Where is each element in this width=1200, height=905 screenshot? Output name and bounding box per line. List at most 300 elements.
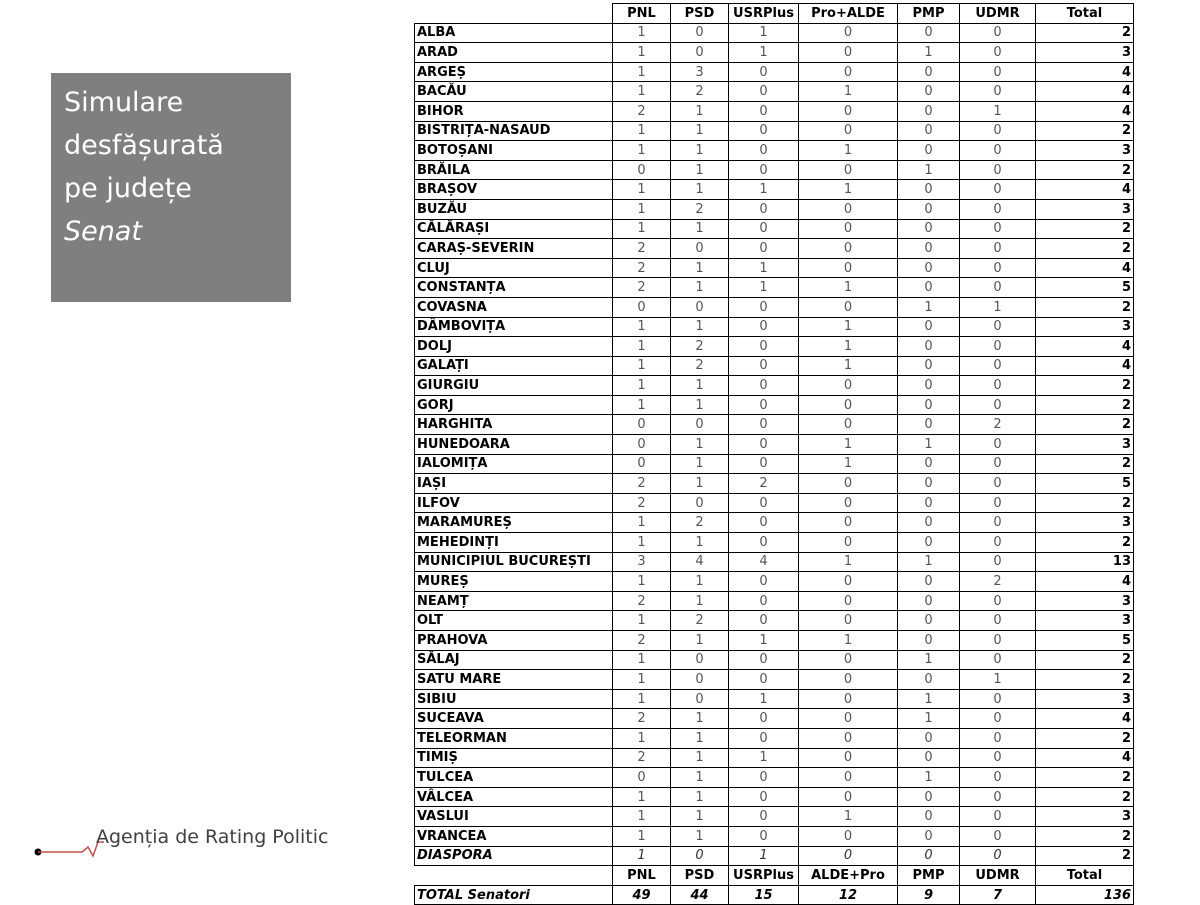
seat-count-cell: 0	[729, 82, 799, 102]
seat-count-cell: 0	[671, 43, 729, 63]
seat-count-cell: 0	[799, 513, 898, 533]
seat-count-cell: 0	[960, 395, 1036, 415]
seat-count-cell: 0	[898, 533, 960, 553]
summary-value-cell: 49	[613, 885, 671, 905]
seat-count-cell: 0	[960, 199, 1036, 219]
seat-count-cell: 0	[960, 826, 1036, 846]
table-row	[415, 297, 1134, 317]
seat-count-cell: 0	[729, 317, 799, 337]
seat-count-cell: 0	[729, 787, 799, 807]
row-total-cell: 5	[1036, 631, 1134, 651]
county-name-cell: TULCEA	[415, 768, 613, 788]
row-total-cell: 2	[1036, 826, 1134, 846]
table-row	[415, 454, 1134, 474]
seat-count-cell: 0	[898, 141, 960, 161]
seat-count-cell: 2	[613, 748, 671, 768]
seat-count-cell: 1	[613, 807, 671, 827]
seat-count-cell: 0	[671, 415, 729, 435]
seat-count-cell: 1	[613, 376, 671, 396]
row-total-cell: 4	[1036, 82, 1134, 102]
seat-count-cell: 0	[898, 807, 960, 827]
seat-count-cell: 1	[799, 180, 898, 200]
seat-count-cell: 0	[671, 493, 729, 513]
county-name-cell: GORJ	[415, 395, 613, 415]
seat-count-cell: 1	[898, 650, 960, 670]
table-row	[415, 846, 1134, 866]
seat-count-cell: 0	[960, 513, 1036, 533]
county-name-cell: VÂLCEA	[415, 787, 613, 807]
seat-count-cell: 0	[613, 297, 671, 317]
county-name-cell: BACĂU	[415, 82, 613, 102]
seat-count-cell: 1	[671, 219, 729, 239]
column-header: PNL	[613, 4, 671, 24]
column-header: USRPlus	[729, 4, 799, 24]
summary-value-cell: 15	[729, 885, 799, 905]
county-name-cell: DIASPORA	[415, 846, 613, 866]
seat-count-cell: 0	[613, 160, 671, 180]
seat-count-cell: 0	[960, 768, 1036, 788]
seat-count-cell: 1	[898, 552, 960, 572]
table-row	[415, 415, 1134, 435]
seat-count-cell: 0	[960, 474, 1036, 494]
table-row	[415, 62, 1134, 82]
column-header: Pro+ALDE	[799, 4, 898, 24]
seat-count-cell: 2	[960, 572, 1036, 592]
seat-count-cell: 0	[729, 533, 799, 553]
seat-count-cell: 0	[960, 650, 1036, 670]
seat-count-cell: 0	[960, 82, 1036, 102]
seat-count-cell: 0	[613, 454, 671, 474]
title-box	[51, 73, 291, 302]
seat-count-cell: 0	[729, 337, 799, 357]
table-row	[415, 101, 1134, 121]
seat-count-cell: 0	[960, 180, 1036, 200]
county-name-cell: PRAHOVA	[415, 631, 613, 651]
seat-count-cell: 0	[898, 787, 960, 807]
seat-count-cell: 0	[729, 728, 799, 748]
seat-count-cell: 1	[799, 454, 898, 474]
seat-count-cell: 0	[729, 493, 799, 513]
row-total-cell: 2	[1036, 787, 1134, 807]
column-header: Total	[1036, 866, 1134, 886]
county-name-cell: TIMIȘ	[415, 748, 613, 768]
seat-count-cell: 2	[671, 513, 729, 533]
seat-count-cell: 1	[613, 62, 671, 82]
seat-count-cell: 1	[729, 689, 799, 709]
table-row	[415, 533, 1134, 553]
table-row	[415, 807, 1134, 827]
seat-count-cell: 0	[960, 435, 1036, 455]
seat-count-cell: 2	[613, 239, 671, 259]
county-name-cell: MEHEDINȚI	[415, 533, 613, 553]
seat-count-cell: 0	[671, 670, 729, 690]
table-row	[415, 435, 1134, 455]
county-name-cell: ALBA	[415, 23, 613, 43]
row-total-cell: 3	[1036, 611, 1134, 631]
seat-count-cell: 0	[898, 611, 960, 631]
row-total-cell: 3	[1036, 591, 1134, 611]
seat-count-cell: 0	[729, 199, 799, 219]
row-total-cell: 2	[1036, 533, 1134, 553]
seat-count-cell: 1	[898, 43, 960, 63]
column-header: PSD	[671, 866, 729, 886]
seat-count-cell: 0	[799, 376, 898, 396]
county-name-cell: CONSTANȚA	[415, 278, 613, 298]
summary-value-cell: 44	[671, 885, 729, 905]
seat-count-cell: 0	[960, 493, 1036, 513]
county-name-cell: HUNEDOARA	[415, 435, 613, 455]
seat-count-cell: 1	[960, 670, 1036, 690]
summary-total-cell: 136	[1036, 885, 1134, 905]
seat-count-cell: 1	[671, 278, 729, 298]
seat-count-cell: 0	[898, 748, 960, 768]
row-total-cell: 2	[1036, 493, 1134, 513]
seat-count-cell: 0	[960, 219, 1036, 239]
seat-count-cell: 0	[799, 572, 898, 592]
summary-row	[415, 885, 1134, 905]
county-name-cell: NEAMȚ	[415, 591, 613, 611]
table-row	[415, 239, 1134, 259]
row-total-cell: 2	[1036, 650, 1134, 670]
seat-count-cell: 1	[898, 160, 960, 180]
seat-count-cell: 1	[671, 435, 729, 455]
seat-count-cell: 0	[898, 258, 960, 278]
seat-count-cell: 0	[898, 826, 960, 846]
seat-count-cell: 0	[799, 493, 898, 513]
seat-count-cell: 2	[613, 474, 671, 494]
row-total-cell: 2	[1036, 728, 1134, 748]
seat-count-cell: 1	[671, 317, 729, 337]
seat-count-cell: 0	[729, 807, 799, 827]
seat-count-cell: 0	[671, 650, 729, 670]
seat-count-cell: 2	[613, 493, 671, 513]
seat-count-cell: 0	[960, 376, 1036, 396]
seat-count-cell: 0	[671, 846, 729, 866]
seat-count-cell: 2	[729, 474, 799, 494]
seat-count-cell: 0	[898, 180, 960, 200]
seat-count-cell: 0	[898, 121, 960, 141]
row-total-cell: 13	[1036, 552, 1134, 572]
column-header: Total	[1036, 4, 1134, 24]
column-header: UDMR	[960, 4, 1036, 24]
header-blank-cell	[415, 866, 613, 886]
seat-count-cell: 0	[960, 43, 1036, 63]
table-row	[415, 278, 1134, 298]
county-name-cell: ILFOV	[415, 493, 613, 513]
seat-count-cell: 0	[898, 395, 960, 415]
seat-count-cell: 2	[613, 101, 671, 121]
county-name-cell: GIURGIU	[415, 376, 613, 396]
seat-count-cell: 1	[799, 317, 898, 337]
seat-count-cell: 0	[799, 689, 898, 709]
county-name-cell: BOTOȘANI	[415, 141, 613, 161]
seat-count-cell: 1	[613, 572, 671, 592]
seat-count-cell: 0	[960, 121, 1036, 141]
seat-count-cell: 0	[729, 101, 799, 121]
seat-count-cell: 1	[799, 337, 898, 357]
seat-count-cell: 0	[960, 591, 1036, 611]
county-name-cell: SIBIU	[415, 689, 613, 709]
seat-count-cell: 1	[729, 180, 799, 200]
seat-count-cell: 0	[898, 670, 960, 690]
seat-count-cell: 1	[613, 533, 671, 553]
seat-count-cell: 0	[960, 454, 1036, 474]
seat-count-cell: 0	[799, 121, 898, 141]
title-line-2: desfășurată	[64, 130, 224, 161]
seat-count-cell: 1	[671, 748, 729, 768]
seat-count-cell: 3	[613, 552, 671, 572]
seat-count-cell: 0	[960, 356, 1036, 376]
seat-count-cell: 0	[729, 356, 799, 376]
seat-count-cell: 1	[898, 435, 960, 455]
row-total-cell: 2	[1036, 846, 1134, 866]
seat-count-cell: 0	[898, 591, 960, 611]
county-name-cell: CARAȘ-SEVERIN	[415, 239, 613, 259]
seat-count-cell: 0	[898, 82, 960, 102]
row-total-cell: 4	[1036, 180, 1134, 200]
seat-count-cell: 1	[613, 219, 671, 239]
seat-count-cell: 0	[898, 376, 960, 396]
county-name-cell: MARAMUREȘ	[415, 513, 613, 533]
header-blank-cell	[415, 4, 613, 24]
seat-count-cell: 0	[613, 415, 671, 435]
seat-count-cell: 1	[729, 43, 799, 63]
seat-count-cell: 0	[799, 160, 898, 180]
seat-count-cell: 1	[613, 513, 671, 533]
seat-count-cell: 0	[799, 768, 898, 788]
table-row	[415, 199, 1134, 219]
seat-count-cell: 0	[799, 533, 898, 553]
seat-count-cell: 0	[960, 709, 1036, 729]
summary-value-cell: 12	[799, 885, 898, 905]
seat-count-cell: 0	[960, 278, 1036, 298]
table-row	[415, 748, 1134, 768]
row-total-cell: 2	[1036, 23, 1134, 43]
row-total-cell: 3	[1036, 141, 1134, 161]
row-total-cell: 2	[1036, 219, 1134, 239]
table-row	[415, 474, 1134, 494]
seat-count-cell: 1	[613, 787, 671, 807]
row-total-cell: 2	[1036, 239, 1134, 259]
seat-count-cell: 1	[799, 807, 898, 827]
seat-count-cell: 4	[729, 552, 799, 572]
seat-count-cell: 0	[898, 62, 960, 82]
table-row	[415, 258, 1134, 278]
seat-count-cell: 0	[898, 415, 960, 435]
seat-count-cell: 0	[898, 728, 960, 748]
table-row	[415, 670, 1134, 690]
county-name-cell: VRANCEA	[415, 826, 613, 846]
seat-count-cell: 1	[671, 787, 729, 807]
row-total-cell: 2	[1036, 395, 1134, 415]
seat-count-cell: 0	[613, 768, 671, 788]
seat-count-cell: 1	[671, 101, 729, 121]
seat-count-cell: 1	[671, 141, 729, 161]
seat-count-cell: 1	[898, 689, 960, 709]
logo	[30, 822, 350, 862]
seat-count-cell: 0	[960, 23, 1036, 43]
seat-count-cell: 0	[799, 728, 898, 748]
seat-count-cell: 2	[613, 709, 671, 729]
row-total-cell: 4	[1036, 62, 1134, 82]
county-name-cell: SUCEAVA	[415, 709, 613, 729]
seat-count-cell: 1	[613, 611, 671, 631]
seat-count-cell: 0	[671, 689, 729, 709]
seat-count-cell: 1	[613, 141, 671, 161]
county-name-cell: IALOMIȚA	[415, 454, 613, 474]
table-row	[415, 82, 1134, 102]
seat-count-cell: 1	[729, 258, 799, 278]
table-row	[415, 631, 1134, 651]
seat-count-cell: 0	[671, 297, 729, 317]
county-name-cell: CĂLĂRAȘI	[415, 219, 613, 239]
column-header: UDMR	[960, 866, 1036, 886]
seat-count-cell: 1	[613, 82, 671, 102]
seat-count-cell: 0	[799, 101, 898, 121]
seat-count-cell: 1	[613, 846, 671, 866]
seat-count-cell: 1	[671, 826, 729, 846]
seat-count-cell: 2	[613, 278, 671, 298]
table-row	[415, 43, 1134, 63]
seat-count-cell: 2	[960, 415, 1036, 435]
seat-count-cell: 0	[898, 337, 960, 357]
seat-count-cell: 0	[729, 376, 799, 396]
title-line-4: Senat	[64, 216, 142, 247]
seat-count-cell: 1	[671, 533, 729, 553]
seat-count-cell: 3	[671, 62, 729, 82]
seat-count-cell: 0	[729, 239, 799, 259]
seat-count-cell: 0	[898, 317, 960, 337]
seat-count-cell: 0	[729, 141, 799, 161]
seat-count-cell: 0	[729, 572, 799, 592]
seat-count-cell: 0	[729, 121, 799, 141]
table-row	[415, 180, 1134, 200]
seat-count-cell: 1	[613, 317, 671, 337]
table-row	[415, 768, 1134, 788]
seat-count-cell: 0	[898, 239, 960, 259]
seat-count-cell: 0	[960, 141, 1036, 161]
seat-count-cell: 1	[729, 846, 799, 866]
seat-count-cell: 1	[729, 23, 799, 43]
seat-count-cell: 0	[799, 826, 898, 846]
seat-count-cell: 1	[898, 768, 960, 788]
row-total-cell: 2	[1036, 121, 1134, 141]
seat-count-cell: 0	[729, 297, 799, 317]
seat-count-cell: 0	[799, 43, 898, 63]
seat-count-cell: 0	[799, 709, 898, 729]
seat-count-cell: 0	[898, 23, 960, 43]
seat-count-cell: 1	[799, 356, 898, 376]
county-name-cell: ARGEȘ	[415, 62, 613, 82]
county-name-cell: HARGHITA	[415, 415, 613, 435]
seat-count-cell: 1	[613, 395, 671, 415]
seat-count-cell: 0	[960, 748, 1036, 768]
table-row	[415, 709, 1134, 729]
seat-count-cell: 1	[671, 709, 729, 729]
seat-count-cell: 1	[613, 670, 671, 690]
seat-count-cell: 1	[613, 650, 671, 670]
seat-count-cell: 0	[898, 278, 960, 298]
seat-count-cell: 0	[898, 572, 960, 592]
seat-count-cell: 1	[671, 258, 729, 278]
seat-count-cell: 0	[960, 631, 1036, 651]
county-name-cell: BRĂILA	[415, 160, 613, 180]
seat-count-cell: 0	[960, 239, 1036, 259]
seat-count-cell: 1	[613, 121, 671, 141]
county-name-cell: ARAD	[415, 43, 613, 63]
seat-count-cell: 1	[613, 337, 671, 357]
seat-count-cell: 0	[729, 219, 799, 239]
seat-count-cell: 1	[671, 572, 729, 592]
table-row	[415, 689, 1134, 709]
seat-count-cell: 0	[729, 709, 799, 729]
seat-count-cell: 0	[799, 650, 898, 670]
seat-count-cell: 4	[671, 552, 729, 572]
row-total-cell: 3	[1036, 807, 1134, 827]
seat-count-cell: 2	[671, 199, 729, 219]
seat-count-cell: 1	[729, 631, 799, 651]
seat-count-cell: 0	[898, 474, 960, 494]
column-header: USRPlus	[729, 866, 799, 886]
table-row	[415, 121, 1134, 141]
seat-count-cell: 0	[898, 219, 960, 239]
row-total-cell: 3	[1036, 43, 1134, 63]
seat-count-cell: 0	[671, 23, 729, 43]
seat-count-cell: 1	[671, 376, 729, 396]
seat-count-cell: 0	[799, 199, 898, 219]
seat-count-cell: 1	[671, 591, 729, 611]
seat-count-cell: 0	[799, 787, 898, 807]
county-name-cell: TELEORMAN	[415, 728, 613, 748]
county-name-cell: GALAȚI	[415, 356, 613, 376]
seat-count-cell: 1	[671, 395, 729, 415]
seat-count-cell: 2	[613, 591, 671, 611]
row-total-cell: 4	[1036, 258, 1134, 278]
table-row	[415, 611, 1134, 631]
seat-count-cell: 1	[613, 826, 671, 846]
seat-count-cell: 1	[613, 728, 671, 748]
seat-count-cell: 0	[898, 631, 960, 651]
seat-count-cell: 0	[960, 728, 1036, 748]
county-name-cell: VASLUI	[415, 807, 613, 827]
table-row	[415, 591, 1134, 611]
seat-count-cell: 0	[729, 395, 799, 415]
table-row	[415, 787, 1134, 807]
seat-count-cell: 1	[671, 631, 729, 651]
row-total-cell: 3	[1036, 199, 1134, 219]
seat-count-cell: 0	[799, 23, 898, 43]
seat-count-cell: 0	[898, 101, 960, 121]
header-row	[415, 866, 1134, 886]
seat-count-cell: 0	[960, 160, 1036, 180]
seat-count-cell: 0	[729, 650, 799, 670]
seat-count-cell: 0	[960, 552, 1036, 572]
summary-label-cell: TOTAL Senatori	[415, 885, 613, 905]
seat-count-cell: 0	[613, 435, 671, 455]
row-total-cell: 3	[1036, 317, 1134, 337]
table-row	[415, 160, 1134, 180]
seat-count-cell: 1	[799, 435, 898, 455]
row-total-cell: 5	[1036, 278, 1134, 298]
row-total-cell: 2	[1036, 454, 1134, 474]
seat-count-cell: 1	[898, 297, 960, 317]
county-name-cell: MUNICIPIUL BUCUREȘTI	[415, 552, 613, 572]
row-total-cell: 4	[1036, 709, 1134, 729]
results-table	[414, 3, 1134, 905]
seat-count-cell: 0	[960, 689, 1036, 709]
seat-count-cell: 0	[799, 395, 898, 415]
seat-count-cell: 1	[613, 43, 671, 63]
